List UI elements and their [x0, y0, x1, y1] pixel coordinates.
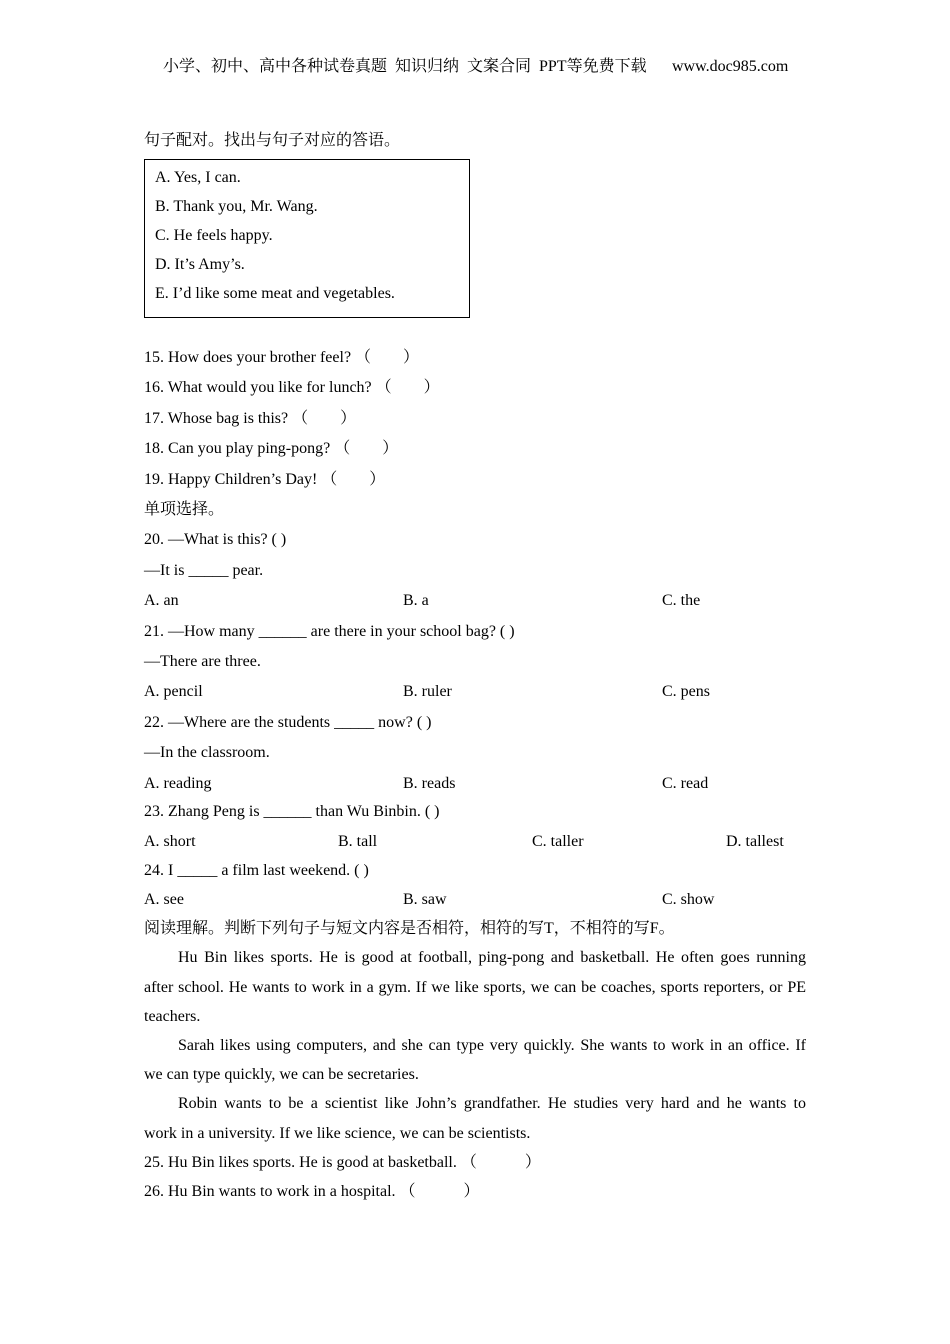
choice-reply-22: —In the classroom.: [144, 744, 270, 762]
option-c: C. pens: [662, 683, 710, 701]
matching-question-15: 15. How does your brother feel? （ ）: [144, 349, 420, 366]
choice-options-20: [144, 586, 806, 616]
answer-option: A. Yes, I can.: [155, 169, 241, 186]
option-b: B. tall: [338, 832, 378, 850]
option-a: A. an: [144, 592, 179, 610]
option-b: B. ruler: [403, 683, 452, 701]
matching-question-19: 19. Happy Children’s Day! （ ）: [144, 470, 386, 488]
option-a: A. pencil: [144, 683, 203, 701]
matching-question-17: 17. Whose bag is this? （ ）: [144, 409, 357, 427]
answer-option: C. He feels happy.: [155, 227, 273, 244]
passage-line: after school. He wants to work in a gym. If we like sports, we can be coaches, sports reporters, or PE: [144, 978, 806, 996]
option-a: A. see: [144, 891, 184, 908]
questions-block-a: [144, 343, 806, 799]
choice-question-20: 20. —What is this? ( ): [144, 531, 287, 549]
answer-option: E. I’d like some meat and vegetables.: [155, 285, 395, 302]
reading-passage-1: [144, 943, 806, 1031]
choice-question-23: 23. Zhang Peng is ______ than Wu Binbin. ( ): [144, 803, 440, 821]
header-url: www.doc985.com: [672, 58, 789, 75]
answer-option: B. Thank you, Mr. Wang.: [155, 198, 318, 215]
header-text: 小学、初中、高中各种试卷真题 知识归纳 文案合同 PPT等免费下载: [163, 58, 647, 75]
choice-instruction: 单项选择。: [144, 501, 225, 519]
choice-options-24: [144, 885, 806, 914]
reading-question-25: 25. Hu Bin likes sports. He is good at basketball. （ ）: [144, 1153, 541, 1171]
reading-question-26: 26. Hu Bin wants to work in a hospital. （ ）: [144, 1183, 480, 1201]
choice-options-21: [144, 677, 806, 707]
choice-options-23: [144, 827, 806, 856]
passage-line: Sarah likes using computers, and she can type very quickly. She wants to work in an office. If: [178, 1037, 806, 1055]
option-b: B. saw: [403, 891, 447, 908]
choice-reply-20: —It is _____ pear.: [144, 561, 264, 579]
option-a: A. short: [144, 832, 196, 850]
passage-line: Robin wants to be a scientist like John’s grandfather. He studies very hard and he wants to: [178, 1095, 806, 1113]
answer-option: D. It’s Amy’s.: [155, 256, 245, 273]
choice-question-21: 21. —How many ______ are there in your school bag? ( ): [144, 622, 515, 640]
matching-instruction: 句子配对。找出与句子对应的答语。: [144, 132, 401, 149]
passage-line: Hu Bin likes sports. He is good at football, ping-pong and basketball. He often goes running: [178, 949, 806, 967]
choice-question-24: 24. I _____ a film last weekend. ( ): [144, 861, 369, 879]
choice-question-22: 22. —Where are the students _____ now? ( ): [144, 713, 432, 731]
option-a: A. reading: [144, 774, 212, 792]
passage-line: we can type quickly, we can be secretaries.: [144, 1066, 419, 1084]
option-d: D. tallest: [726, 832, 784, 850]
option-c: C. show: [662, 891, 715, 908]
reading-passage-3: [144, 1089, 806, 1147]
option-b: B. a: [403, 592, 429, 610]
passage-line: work in a university. If we like science, we can be scientists.: [144, 1124, 531, 1142]
answer-options-box: [144, 159, 470, 318]
choice-options-22: [144, 769, 806, 799]
option-c: C. read: [662, 774, 709, 792]
option-c: C. taller: [532, 832, 584, 850]
reading-instruction: 阅读理解。判断下列句子与短文内容是否相符，相符的写T，不相符的写F。: [144, 920, 675, 938]
option-b: B. reads: [403, 774, 456, 792]
reading-passage-2: [144, 1031, 806, 1089]
option-c: C. the: [662, 592, 701, 610]
passage-line: teachers.: [144, 1007, 201, 1025]
questions-block-b: [144, 797, 806, 1206]
matching-question-18: 18. Can you play ping-pong? （ ）: [144, 440, 399, 458]
matching-question-16: 16. What would you like for lunch? （ ）: [144, 379, 440, 397]
choice-reply-21: —There are three.: [144, 653, 261, 671]
